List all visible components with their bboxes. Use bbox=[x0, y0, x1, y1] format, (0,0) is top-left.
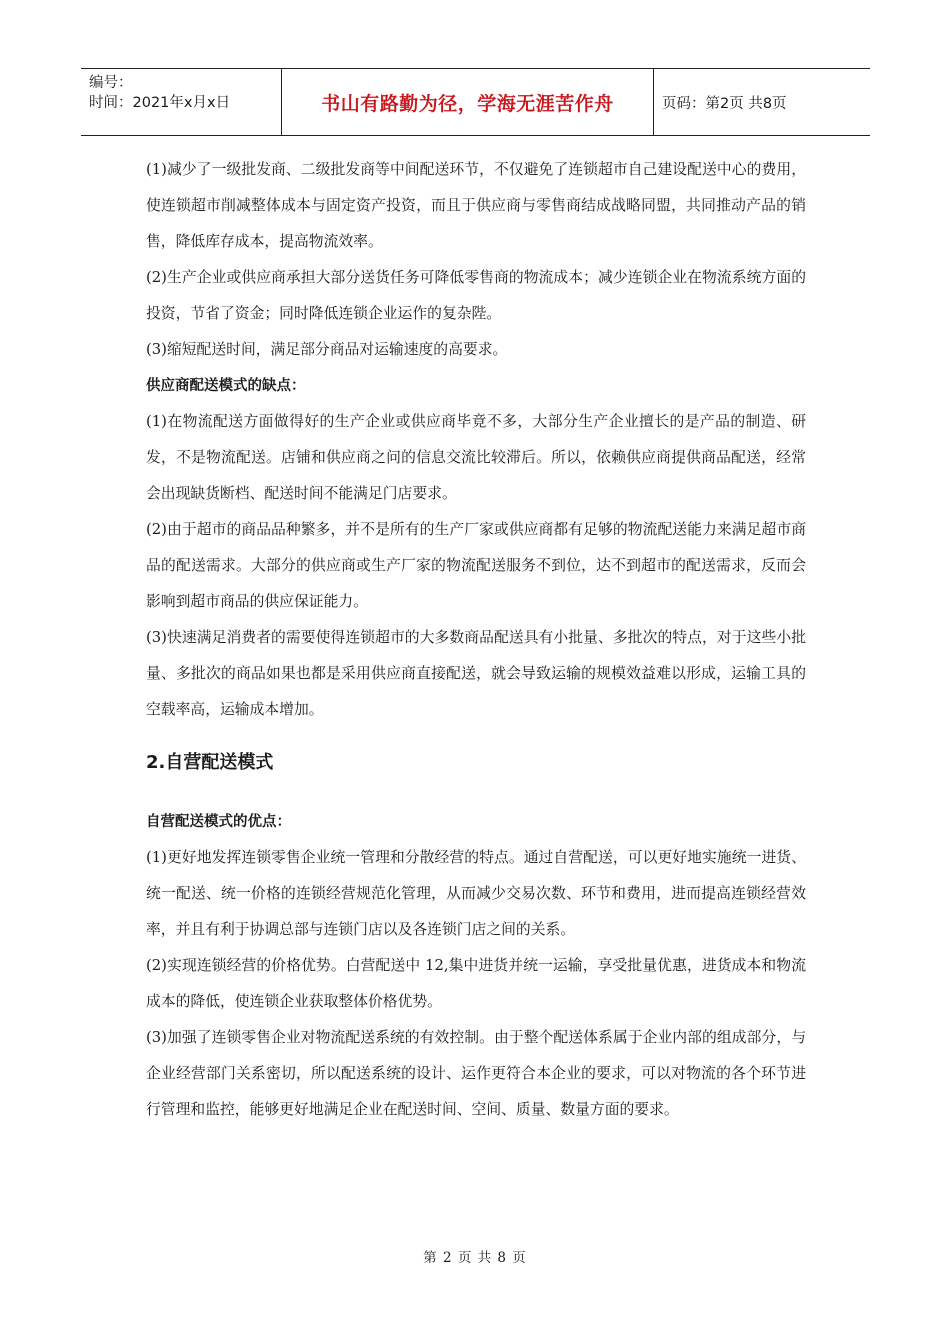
paragraph: (3)缩短配送时间，满足部分商品对运输速度的高要求。 bbox=[146, 341, 508, 358]
subheading-supplier-disadvantages: 供应商配送模式的缺点： bbox=[146, 378, 306, 394]
paragraph: (2)生产企业或供应商承担大部分送货任务可降低零售商的物流成本；减少连锁企业在物流系统方面的投资，节省了资金；同时降低连锁企业运作的复杂陛。 bbox=[146, 269, 806, 322]
header-page-info: 页码：第2页 共8页 bbox=[662, 95, 787, 112]
paragraph: (1)更好地发挥连锁零售企业统一管理和分散经营的特点。通过自营配送，可以更好地实施统一进货、统一配送、统一价格的连锁经营规范化管理，从而减少交易次数、环节和费用，进而提高连锁经营效率，并且有利于协调总部与连锁门店以及各连锁门店之间的关系。 bbox=[146, 849, 806, 938]
section-heading: 2.自营配送模式 bbox=[146, 752, 274, 773]
page-footer: 第 2 页 共 8 页 bbox=[423, 1250, 527, 1266]
header-number-label: 编号： bbox=[89, 75, 133, 91]
header-time-label: 时间：2021年x月x日 bbox=[89, 95, 231, 111]
paragraph: (3)快速满足消费者的需要使得连锁超市的大多数商品配送具有小批量、多批次的特点，对于这些小批量、多批次的商品如果也都是采用供应商直接配送，就会导致运输的规模效益难以形成，运输工具的空载率高，运输成本增加。 bbox=[146, 629, 806, 718]
paragraph: (3)加强了连锁零售企业对物流配送系统的有效控制。由于整个配送体系属于企业内部的组成部分，与企业经营部门关系密切，所以配送系统的设计、运作更符合本企业的要求，可以对物流的各个环节进行管理和监控，能够更好地满足企业在配送时间、空间、质量、数量方面的要求。 bbox=[146, 1029, 806, 1118]
paragraph: (1)减少了一级批发商、二级批发商等中间配送环节，不仅避免了连锁超市自己建设配送中心的费用，使连锁超市削减整体成本与固定资产投资，而且于供应商与零售商结成战略同盟，共同推动产品的销售，降低库存成本，提高物流效率。 bbox=[146, 161, 806, 250]
paragraph: (2)实现连锁经营的价格优势。白营配送中 12,集中进货并统一运输，享受批量优惠，进货成本和物流成本的降低，使连锁企业获取整体价格优势。 bbox=[146, 957, 806, 1010]
header-meta bbox=[81, 69, 282, 135]
paragraph: (2)由于超市的商品品种繁多，并不是所有的生产厂家或供应商都有足够的物流配送能力来满足超市商品的配送需求。大部分的供应商或生产厂家的物流配送服务不到位，达不到超市的配送需求，反而会影响到超市商品的供应保证能力。 bbox=[146, 521, 806, 610]
header-motto: 书山有路勤为径，学海无涯苦作舟 bbox=[282, 69, 654, 135]
document-body bbox=[146, 152, 806, 1128]
subheading-self-operated-advantages: 自营配送模式的优点： bbox=[146, 814, 291, 830]
page-header bbox=[81, 68, 870, 136]
paragraph: (1)在物流配送方面做得好的生产企业或供应商毕竟不多，大部分生产企业擅长的是产品的制造、研发，不是物流配送。店铺和供应商之问的信息交流比较滞后。所以，依赖供应商提供商品配送，经常会出现缺货断档、配送时间不能满足门店要求。 bbox=[146, 413, 806, 502]
